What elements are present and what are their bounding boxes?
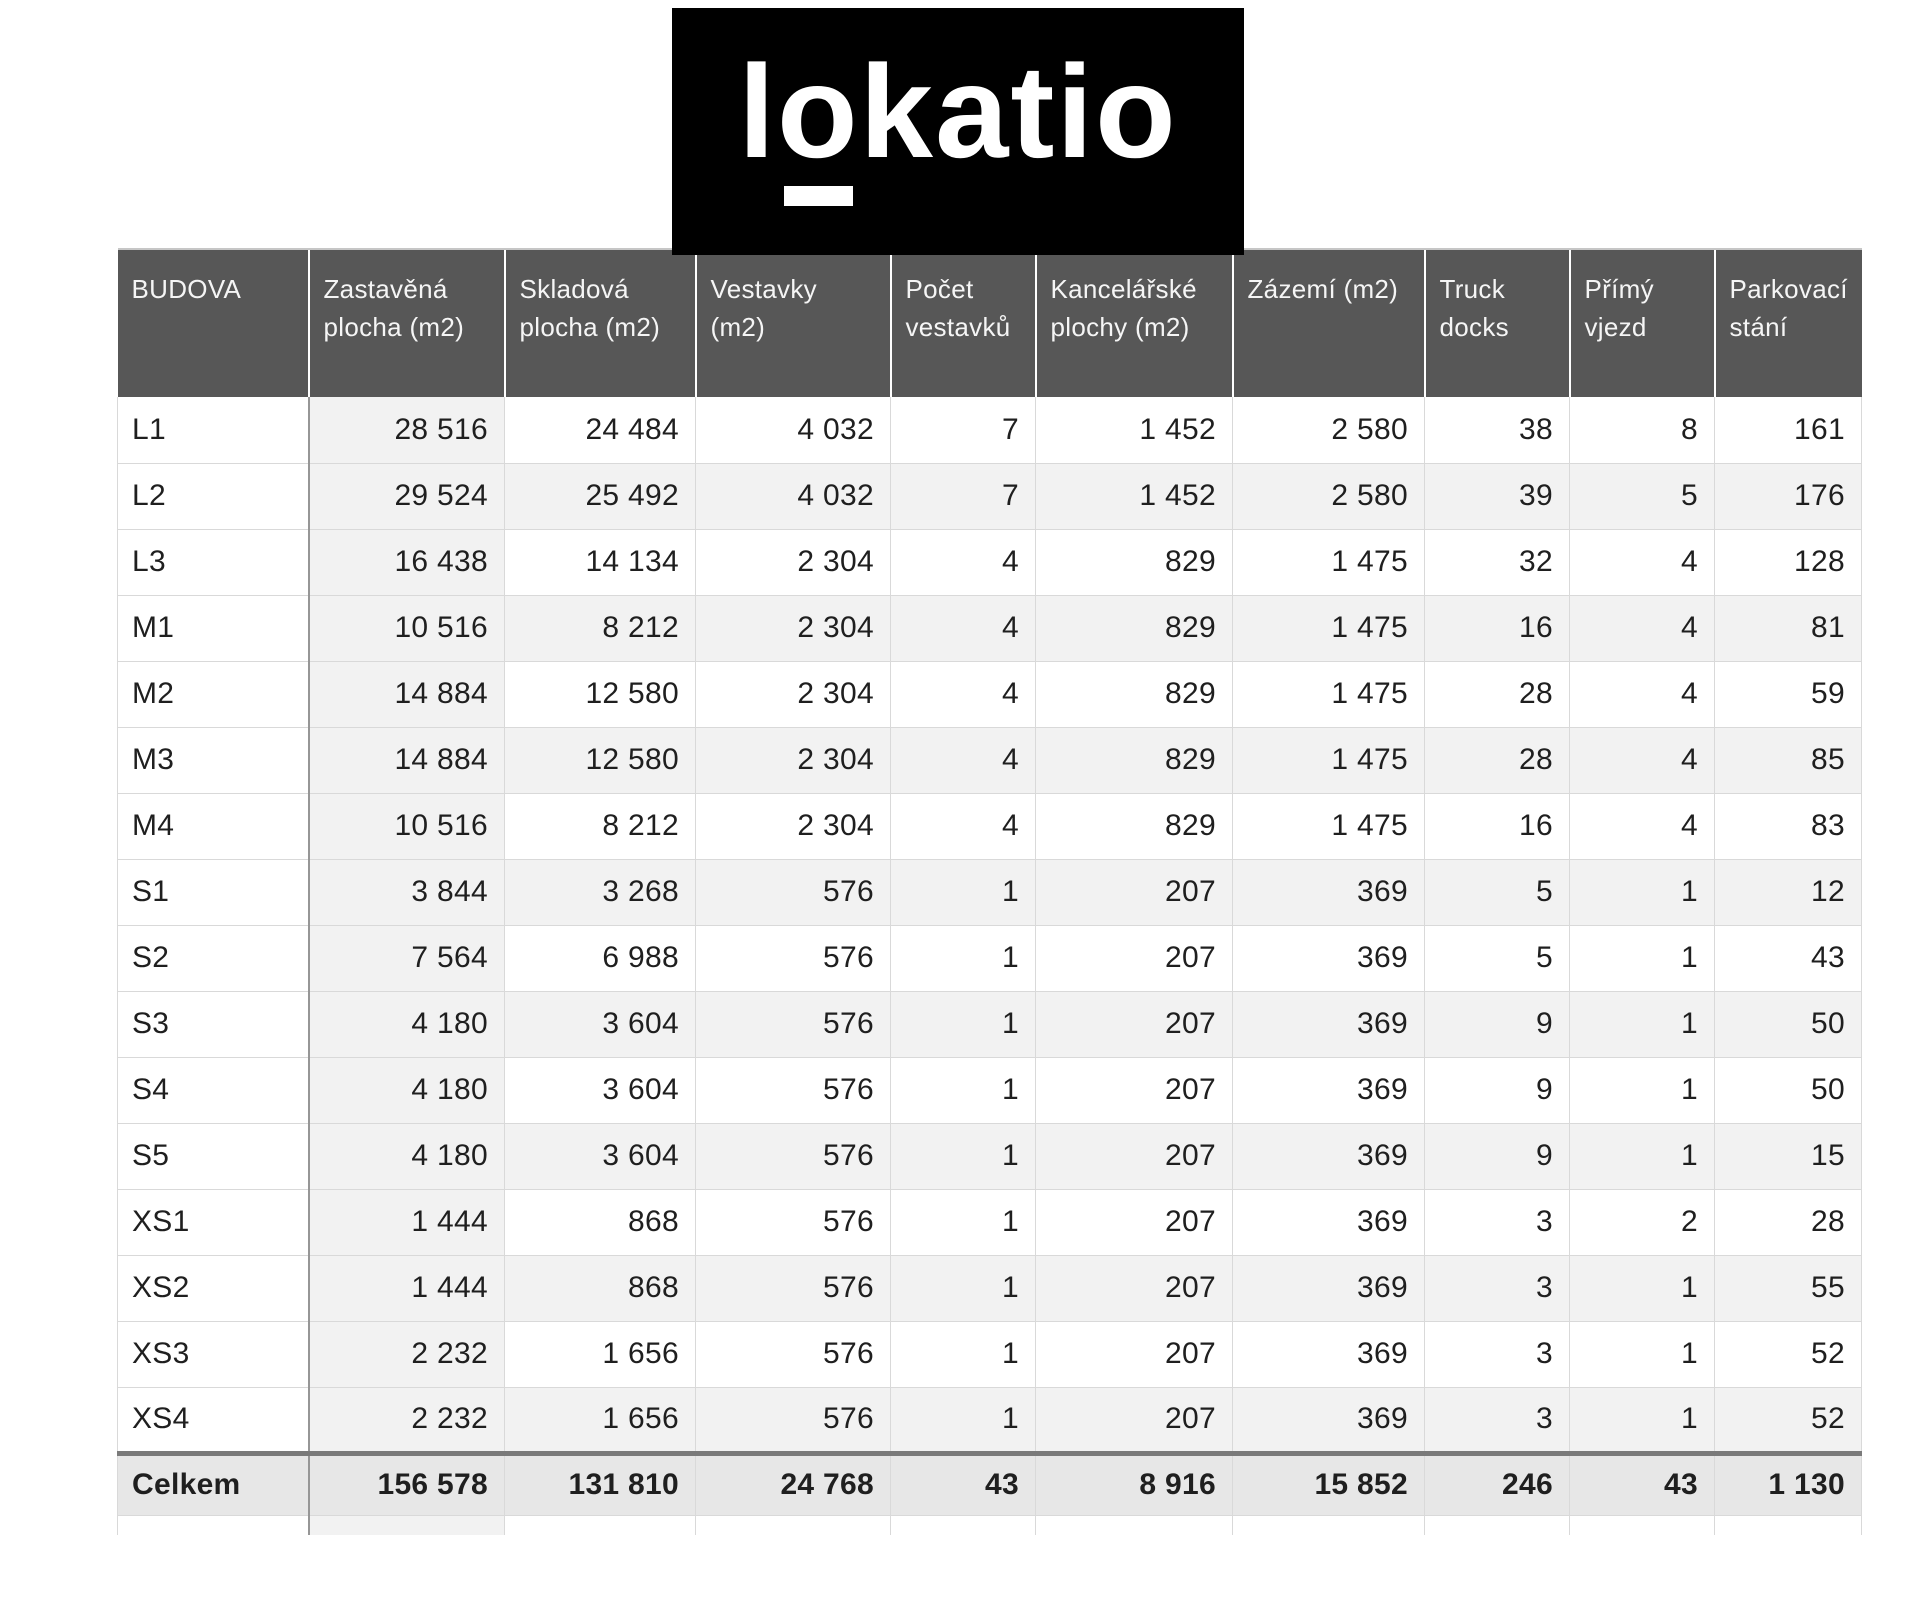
value-cell: 369 bbox=[1233, 1057, 1425, 1123]
value-cell: 207 bbox=[1036, 1189, 1233, 1255]
value-cell: 868 bbox=[505, 1255, 696, 1321]
value-cell: 16 bbox=[1425, 793, 1570, 859]
header-cell-1: Zastavěná plocha (m2) bbox=[309, 249, 505, 397]
value-cell: 25 492 bbox=[505, 463, 696, 529]
value-cell: 1 bbox=[891, 1189, 1036, 1255]
row-label-cell: S2 bbox=[118, 925, 309, 991]
header-cell-6: Zázemí (m2) bbox=[1233, 249, 1425, 397]
value-cell: 176 bbox=[1715, 463, 1862, 529]
value-cell: 576 bbox=[696, 1321, 891, 1387]
value-cell: 207 bbox=[1036, 925, 1233, 991]
total-row bbox=[118, 1453, 1862, 1515]
value-cell: 5 bbox=[1425, 925, 1570, 991]
value-cell: 1 444 bbox=[309, 1255, 505, 1321]
value-cell: 576 bbox=[696, 1387, 891, 1453]
value-cell: 24 484 bbox=[505, 397, 696, 463]
value-cell: 369 bbox=[1233, 1255, 1425, 1321]
partial-row bbox=[118, 1515, 1862, 1535]
value-cell: 829 bbox=[1036, 529, 1233, 595]
value-cell bbox=[891, 1515, 1036, 1535]
value-cell: 1 bbox=[1570, 925, 1715, 991]
row-label-cell: M1 bbox=[118, 595, 309, 661]
value-cell: 4 bbox=[891, 661, 1036, 727]
value-cell: 1 bbox=[1570, 1255, 1715, 1321]
value-cell: 3 844 bbox=[309, 859, 505, 925]
value-cell: 1 656 bbox=[505, 1321, 696, 1387]
value-cell: 5 bbox=[1570, 463, 1715, 529]
value-cell: 3 604 bbox=[505, 991, 696, 1057]
row-label-cell: M2 bbox=[118, 661, 309, 727]
table-row bbox=[118, 925, 1862, 991]
table-row bbox=[118, 661, 1862, 727]
value-cell: 32 bbox=[1425, 529, 1570, 595]
lokatio-logo-text bbox=[738, 38, 1178, 185]
value-cell: 2 580 bbox=[1233, 463, 1425, 529]
value-cell: 1 bbox=[1570, 1321, 1715, 1387]
value-cell: 576 bbox=[696, 1123, 891, 1189]
row-label-cell: L3 bbox=[118, 529, 309, 595]
value-cell: 4 bbox=[1570, 661, 1715, 727]
value-cell: 39 bbox=[1425, 463, 1570, 529]
value-cell: 2 304 bbox=[696, 793, 891, 859]
value-cell: 52 bbox=[1715, 1321, 1862, 1387]
header-row bbox=[118, 249, 1862, 397]
value-cell: 369 bbox=[1233, 925, 1425, 991]
row-label-cell: S5 bbox=[118, 1123, 309, 1189]
value-cell: 1 bbox=[891, 1057, 1036, 1123]
value-cell: 2 304 bbox=[696, 529, 891, 595]
value-cell: 207 bbox=[1036, 1057, 1233, 1123]
value-cell: 1 bbox=[1570, 1387, 1715, 1453]
value-cell: 38 bbox=[1425, 397, 1570, 463]
value-cell: 15 852 bbox=[1233, 1453, 1425, 1515]
value-cell: 207 bbox=[1036, 1321, 1233, 1387]
header-cell-2: Skladová plocha (m2) bbox=[505, 249, 696, 397]
value-cell: 1 bbox=[891, 859, 1036, 925]
row-label-cell: S3 bbox=[118, 991, 309, 1057]
value-cell: 576 bbox=[696, 1189, 891, 1255]
table-row bbox=[118, 1057, 1862, 1123]
value-cell: 1 bbox=[1570, 1123, 1715, 1189]
table-row bbox=[118, 793, 1862, 859]
value-cell: 10 516 bbox=[309, 793, 505, 859]
value-cell: 3 bbox=[1425, 1255, 1570, 1321]
row-label-cell: XS1 bbox=[118, 1189, 309, 1255]
value-cell: 3 bbox=[1425, 1189, 1570, 1255]
table-row bbox=[118, 1255, 1862, 1321]
value-cell: 1 475 bbox=[1233, 595, 1425, 661]
value-cell: 4 180 bbox=[309, 991, 505, 1057]
value-cell: 156 578 bbox=[309, 1453, 505, 1515]
value-cell: 3 268 bbox=[505, 859, 696, 925]
value-cell: 85 bbox=[1715, 727, 1862, 793]
value-cell: 1 475 bbox=[1233, 793, 1425, 859]
value-cell bbox=[505, 1515, 696, 1535]
row-label-cell: Celkem bbox=[118, 1453, 309, 1515]
value-cell: 7 bbox=[891, 397, 1036, 463]
value-cell: 3 604 bbox=[505, 1123, 696, 1189]
value-cell: 6 988 bbox=[505, 925, 696, 991]
value-cell: 9 bbox=[1425, 991, 1570, 1057]
table-row bbox=[118, 529, 1862, 595]
header-cell-3: Vestavky (m2) bbox=[696, 249, 891, 397]
value-cell: 52 bbox=[1715, 1387, 1862, 1453]
value-cell: 4 032 bbox=[696, 397, 891, 463]
row-label-cell: M4 bbox=[118, 793, 309, 859]
value-cell: 2 232 bbox=[309, 1321, 505, 1387]
value-cell: 24 768 bbox=[696, 1453, 891, 1515]
value-cell: 1 130 bbox=[1715, 1453, 1862, 1515]
value-cell: 43 bbox=[1715, 925, 1862, 991]
value-cell: 1 452 bbox=[1036, 463, 1233, 529]
value-cell: 1 bbox=[891, 1255, 1036, 1321]
row-label-cell: XS3 bbox=[118, 1321, 309, 1387]
header-cell-8: Přímý vjezd bbox=[1570, 249, 1715, 397]
value-cell: 28 bbox=[1425, 727, 1570, 793]
value-cell: 829 bbox=[1036, 793, 1233, 859]
value-cell: 576 bbox=[696, 859, 891, 925]
value-cell bbox=[1570, 1515, 1715, 1535]
value-cell: 1 475 bbox=[1233, 661, 1425, 727]
value-cell: 576 bbox=[696, 1255, 891, 1321]
value-cell: 576 bbox=[696, 925, 891, 991]
value-cell: 3 604 bbox=[505, 1057, 696, 1123]
value-cell: 50 bbox=[1715, 991, 1862, 1057]
buildings-table bbox=[117, 248, 1862, 1535]
value-cell: 12 bbox=[1715, 859, 1862, 925]
value-cell: 1 475 bbox=[1233, 529, 1425, 595]
row-label-cell: L2 bbox=[118, 463, 309, 529]
value-cell: 1 475 bbox=[1233, 727, 1425, 793]
value-cell: 8 916 bbox=[1036, 1453, 1233, 1515]
value-cell: 4 bbox=[891, 595, 1036, 661]
value-cell: 576 bbox=[696, 991, 891, 1057]
value-cell: 9 bbox=[1425, 1057, 1570, 1123]
value-cell bbox=[1036, 1515, 1233, 1535]
value-cell: 4 bbox=[891, 529, 1036, 595]
value-cell: 16 438 bbox=[309, 529, 505, 595]
table-row bbox=[118, 1189, 1862, 1255]
table-row bbox=[118, 397, 1862, 463]
table-row bbox=[118, 859, 1862, 925]
table-row bbox=[118, 595, 1862, 661]
value-cell: 369 bbox=[1233, 1189, 1425, 1255]
lokatio-logo bbox=[672, 8, 1244, 255]
value-cell: 369 bbox=[1233, 1123, 1425, 1189]
value-cell: 14 884 bbox=[309, 727, 505, 793]
table-row bbox=[118, 991, 1862, 1057]
value-cell: 43 bbox=[1570, 1453, 1715, 1515]
row-label-cell: M3 bbox=[118, 727, 309, 793]
value-cell: 7 564 bbox=[309, 925, 505, 991]
table-header bbox=[118, 249, 1862, 397]
value-cell: 14 884 bbox=[309, 661, 505, 727]
value-cell: 81 bbox=[1715, 595, 1862, 661]
row-label-cell: XS4 bbox=[118, 1387, 309, 1453]
value-cell: 2 232 bbox=[309, 1387, 505, 1453]
value-cell: 1 bbox=[891, 1321, 1036, 1387]
value-cell: 1 444 bbox=[309, 1189, 505, 1255]
value-cell: 369 bbox=[1233, 859, 1425, 925]
value-cell: 2 580 bbox=[1233, 397, 1425, 463]
value-cell: 4 bbox=[1570, 727, 1715, 793]
value-cell: 4 bbox=[891, 727, 1036, 793]
value-cell: 207 bbox=[1036, 1255, 1233, 1321]
value-cell bbox=[1233, 1515, 1425, 1535]
value-cell: 2 304 bbox=[696, 661, 891, 727]
value-cell: 369 bbox=[1233, 991, 1425, 1057]
value-cell: 1 bbox=[1570, 859, 1715, 925]
header-cell-7: Truck docks bbox=[1425, 249, 1570, 397]
value-cell: 1 bbox=[891, 991, 1036, 1057]
logo-letters-katio: katio bbox=[859, 38, 1178, 185]
header-cell-4: Počet vestavků bbox=[891, 249, 1036, 397]
row-label-cell: S1 bbox=[118, 859, 309, 925]
value-cell: 829 bbox=[1036, 727, 1233, 793]
logo-letter-l: l bbox=[738, 38, 777, 185]
table-row bbox=[118, 1123, 1862, 1189]
row-label-cell: S4 bbox=[118, 1057, 309, 1123]
logo-letter-o-underlined: o bbox=[776, 38, 860, 185]
value-cell: 9 bbox=[1425, 1123, 1570, 1189]
value-cell: 83 bbox=[1715, 793, 1862, 859]
value-cell bbox=[309, 1515, 505, 1535]
value-cell: 868 bbox=[505, 1189, 696, 1255]
header-cell-budova: BUDOVA bbox=[118, 249, 309, 397]
value-cell: 12 580 bbox=[505, 727, 696, 793]
buildings-table-wrap bbox=[117, 248, 1861, 1535]
value-cell: 246 bbox=[1425, 1453, 1570, 1515]
value-cell: 207 bbox=[1036, 1123, 1233, 1189]
value-cell: 1 452 bbox=[1036, 397, 1233, 463]
value-cell: 10 516 bbox=[309, 595, 505, 661]
value-cell: 8 212 bbox=[505, 793, 696, 859]
value-cell: 15 bbox=[1715, 1123, 1862, 1189]
value-cell: 1 bbox=[1570, 991, 1715, 1057]
value-cell: 2 304 bbox=[696, 727, 891, 793]
value-cell: 131 810 bbox=[505, 1453, 696, 1515]
value-cell: 2 304 bbox=[696, 595, 891, 661]
value-cell: 8 bbox=[1570, 397, 1715, 463]
value-cell: 207 bbox=[1036, 859, 1233, 925]
value-cell: 128 bbox=[1715, 529, 1862, 595]
value-cell bbox=[696, 1515, 891, 1535]
row-label-cell bbox=[118, 1515, 309, 1535]
value-cell: 1 bbox=[1570, 1057, 1715, 1123]
value-cell: 3 bbox=[1425, 1321, 1570, 1387]
row-label-cell: XS2 bbox=[118, 1255, 309, 1321]
value-cell: 5 bbox=[1425, 859, 1570, 925]
value-cell: 1 bbox=[891, 925, 1036, 991]
value-cell: 14 134 bbox=[505, 529, 696, 595]
table-row bbox=[118, 1387, 1862, 1453]
value-cell: 4 032 bbox=[696, 463, 891, 529]
value-cell: 1 bbox=[891, 1123, 1036, 1189]
value-cell: 1 bbox=[891, 1387, 1036, 1453]
value-cell: 4 bbox=[1570, 529, 1715, 595]
value-cell: 8 212 bbox=[505, 595, 696, 661]
table-row bbox=[118, 1321, 1862, 1387]
value-cell: 28 bbox=[1715, 1189, 1862, 1255]
value-cell: 50 bbox=[1715, 1057, 1862, 1123]
value-cell: 3 bbox=[1425, 1387, 1570, 1453]
value-cell: 12 580 bbox=[505, 661, 696, 727]
value-cell: 4 bbox=[1570, 595, 1715, 661]
value-cell: 16 bbox=[1425, 595, 1570, 661]
row-label-cell: L1 bbox=[118, 397, 309, 463]
header-cell-5: Kancelářské plochy (m2) bbox=[1036, 249, 1233, 397]
value-cell bbox=[1425, 1515, 1570, 1535]
value-cell: 43 bbox=[891, 1453, 1036, 1515]
header-cell-9: Parkovací stání bbox=[1715, 249, 1862, 397]
value-cell: 2 bbox=[1570, 1189, 1715, 1255]
value-cell: 829 bbox=[1036, 595, 1233, 661]
value-cell: 7 bbox=[891, 463, 1036, 529]
value-cell: 576 bbox=[696, 1057, 891, 1123]
value-cell: 369 bbox=[1233, 1321, 1425, 1387]
value-cell: 4 180 bbox=[309, 1057, 505, 1123]
value-cell: 1 656 bbox=[505, 1387, 696, 1453]
value-cell bbox=[1715, 1515, 1862, 1535]
value-cell: 369 bbox=[1233, 1387, 1425, 1453]
value-cell: 28 516 bbox=[309, 397, 505, 463]
value-cell: 829 bbox=[1036, 661, 1233, 727]
value-cell: 4 bbox=[1570, 793, 1715, 859]
value-cell: 161 bbox=[1715, 397, 1862, 463]
value-cell: 4 bbox=[891, 793, 1036, 859]
table-row bbox=[118, 727, 1862, 793]
value-cell: 59 bbox=[1715, 661, 1862, 727]
value-cell: 207 bbox=[1036, 1387, 1233, 1453]
value-cell: 207 bbox=[1036, 991, 1233, 1057]
value-cell: 4 180 bbox=[309, 1123, 505, 1189]
value-cell: 55 bbox=[1715, 1255, 1862, 1321]
value-cell: 29 524 bbox=[309, 463, 505, 529]
table-row bbox=[118, 463, 1862, 529]
value-cell: 28 bbox=[1425, 661, 1570, 727]
